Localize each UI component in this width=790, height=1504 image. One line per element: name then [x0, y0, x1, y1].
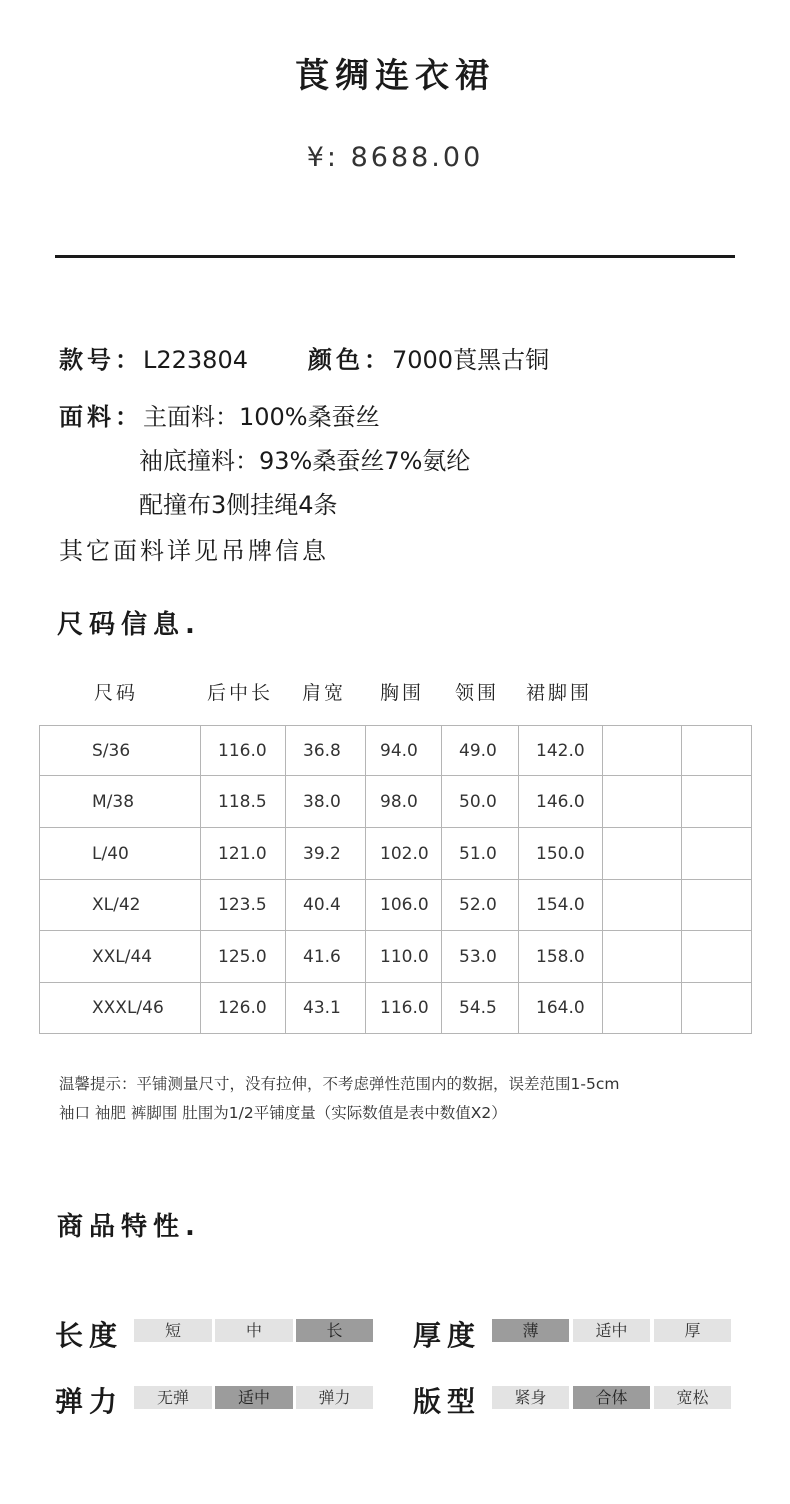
back-length-cell: 125.0	[201, 931, 286, 983]
table-row	[40, 828, 752, 880]
product-title: 莨绸连衣裙	[295, 56, 495, 96]
empty-cell	[603, 880, 682, 931]
bust-cell: 102.0	[366, 828, 442, 880]
empty-cell	[682, 931, 752, 983]
attr-label-length: 长度	[55, 1319, 124, 1352]
thickness-option-medium: 适中	[573, 1319, 650, 1342]
fabric-sleeve: 袖底撞料：93%桑蚕丝7%氨纶	[139, 447, 471, 475]
bust-cell: 98.0	[366, 776, 442, 828]
neck-cell: 50.0	[442, 776, 519, 828]
thickness-option-thin: 薄	[492, 1319, 569, 1342]
back-length-cell: 116.0	[201, 726, 286, 776]
col-header-hem: 裙脚围	[526, 682, 593, 704]
attr-label-elasticity: 弹力	[55, 1385, 124, 1418]
other-fabric-note: 其它面料详见吊牌信息	[59, 537, 329, 565]
shoulder-cell: 39.2	[286, 828, 366, 880]
product-price: ¥: 8688.00	[306, 142, 484, 173]
empty-cell	[603, 776, 682, 828]
hem-cell: 142.0	[519, 726, 603, 776]
table-row	[40, 880, 752, 931]
size-section-title: 尺码信息.	[57, 610, 201, 640]
color-label: 颜色：	[308, 346, 392, 374]
col-header-back-length: 后中长	[207, 682, 274, 704]
shoulder-cell: 36.8	[286, 726, 366, 776]
shoulder-cell: 41.6	[286, 931, 366, 983]
empty-cell	[603, 931, 682, 983]
hem-cell: 146.0	[519, 776, 603, 828]
back-length-cell: 118.5	[201, 776, 286, 828]
empty-cell	[682, 983, 752, 1034]
fit-option-loose: 宽松	[654, 1386, 731, 1409]
style-number-label: 款号：	[59, 346, 143, 374]
neck-cell: 53.0	[442, 931, 519, 983]
elasticity-option-none: 无弹	[134, 1386, 212, 1409]
fabric-label: 面料：	[59, 403, 143, 431]
back-length-cell: 126.0	[201, 983, 286, 1034]
color-row	[308, 340, 549, 375]
empty-cell	[682, 880, 752, 931]
style-number-row	[59, 340, 248, 375]
hem-cell: 158.0	[519, 931, 603, 983]
size-cell: XXXL/46	[40, 983, 201, 1034]
shoulder-cell: 38.0	[286, 776, 366, 828]
back-length-cell: 123.5	[201, 880, 286, 931]
col-header-size: 尺码	[94, 682, 139, 704]
empty-cell	[682, 726, 752, 776]
back-length-cell: 121.0	[201, 828, 286, 880]
empty-cell	[603, 983, 682, 1034]
fabric-trim: 配撞布3侧挂绳4条	[139, 491, 338, 519]
length-option-long: 长	[296, 1319, 373, 1342]
elasticity-option-medium: 适中	[215, 1386, 293, 1409]
neck-cell: 54.5	[442, 983, 519, 1034]
bust-cell: 116.0	[366, 983, 442, 1034]
empty-cell	[682, 776, 752, 828]
length-option-medium: 中	[215, 1319, 293, 1342]
style-number-value: L223804	[143, 346, 248, 374]
table-row	[40, 776, 752, 828]
neck-cell: 51.0	[442, 828, 519, 880]
bust-cell: 106.0	[366, 880, 442, 931]
bust-cell: 94.0	[366, 726, 442, 776]
table-row	[40, 726, 752, 776]
shoulder-cell: 43.1	[286, 983, 366, 1034]
col-header-neck: 领围	[455, 682, 500, 704]
size-cell: L/40	[40, 828, 201, 880]
fabric-row	[59, 397, 380, 432]
size-cell: S/36	[40, 726, 201, 776]
neck-cell: 52.0	[442, 880, 519, 931]
empty-cell	[603, 828, 682, 880]
features-section-title: 商品特性.	[57, 1212, 201, 1242]
measurement-note: 袖口 袖肥 裤脚围 肚围为1/2平铺度量（实际数值是表中数值X2）	[59, 1104, 507, 1122]
size-cell: XL/42	[40, 880, 201, 931]
bust-cell: 110.0	[366, 931, 442, 983]
fit-option-regular: 合体	[573, 1386, 650, 1409]
fit-option-tight: 紧身	[492, 1386, 569, 1409]
hem-cell: 164.0	[519, 983, 603, 1034]
empty-cell	[603, 726, 682, 776]
thickness-option-thick: 厚	[654, 1319, 731, 1342]
divider	[55, 255, 735, 258]
attr-label-fit: 版型	[413, 1385, 482, 1418]
neck-cell: 49.0	[442, 726, 519, 776]
col-header-bust: 胸围	[380, 682, 425, 704]
measurement-tip: 温馨提示：平铺测量尺寸，没有拉伸，不考虑弹性范围内的数据，误差范围1-5cm	[59, 1075, 620, 1093]
table-row	[40, 983, 752, 1034]
length-option-short: 短	[134, 1319, 212, 1342]
col-header-shoulder: 肩宽	[302, 682, 347, 704]
hem-cell: 154.0	[519, 880, 603, 931]
size-cell: XXL/44	[40, 931, 201, 983]
size-cell: M/38	[40, 776, 201, 828]
size-table	[39, 725, 752, 1034]
shoulder-cell: 40.4	[286, 880, 366, 931]
empty-cell	[682, 828, 752, 880]
elasticity-option-stretch: 弹力	[296, 1386, 373, 1409]
table-row	[40, 931, 752, 983]
attr-label-thickness: 厚度	[413, 1319, 482, 1352]
fabric-main: 主面料：100%桑蚕丝	[143, 403, 380, 431]
color-value: 7000莨黑古铜	[392, 346, 550, 374]
hem-cell: 150.0	[519, 828, 603, 880]
